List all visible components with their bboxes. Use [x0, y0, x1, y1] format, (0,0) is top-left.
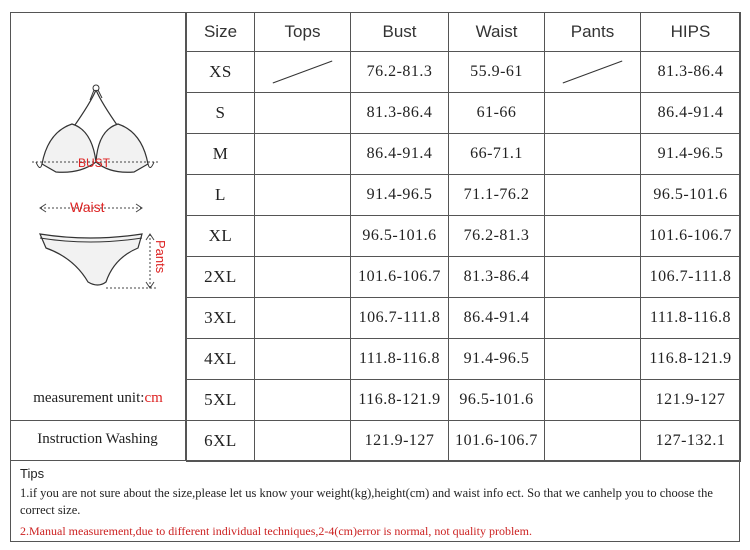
cell-bust: 91.4-96.5 [351, 175, 449, 216]
cell-pants [545, 298, 641, 339]
cell-bust: 116.8-121.9 [351, 380, 449, 421]
cell-size: 4XL [187, 339, 255, 380]
cell-waist: 91.4-96.5 [449, 339, 545, 380]
cell-hips: 96.5-101.6 [641, 175, 741, 216]
cell-waist: 81.3-86.4 [449, 257, 545, 298]
cell-waist: 55.9-61 [449, 52, 545, 93]
measurement-unit-value: cm [144, 390, 163, 406]
cell-size: 5XL [187, 380, 255, 421]
cell-size: XS [187, 52, 255, 93]
cell-hips: 111.8-116.8 [641, 298, 741, 339]
cell-pants [545, 339, 641, 380]
table-row [187, 421, 741, 462]
table-row [187, 257, 741, 298]
cell-bust: 101.6-106.7 [351, 257, 449, 298]
cell-tops [255, 257, 351, 298]
measurement-unit-label: measurement unit: [33, 390, 145, 406]
cell-waist: 86.4-91.4 [449, 298, 545, 339]
cell-hips: 81.3-86.4 [641, 52, 741, 93]
cell-bust: 96.5-101.6 [351, 216, 449, 257]
waist-label: Waist [70, 199, 105, 215]
instruction-washing: Instruction Washing [10, 420, 186, 460]
cell-pants [545, 134, 641, 175]
cell-tops [255, 380, 351, 421]
cell-waist: 76.2-81.3 [449, 216, 545, 257]
table-row [187, 298, 741, 339]
cell-waist: 66-71.1 [449, 134, 545, 175]
header-tops: Tops [255, 13, 351, 52]
cell-size: 6XL [187, 421, 255, 462]
cell-hips: 106.7-111.8 [641, 257, 741, 298]
cell-pants [545, 380, 641, 421]
cell-tops [255, 134, 351, 175]
tips-section [10, 460, 740, 542]
size-table [186, 12, 741, 462]
cell-hips: 121.9-127 [641, 380, 741, 421]
cell-tops [255, 216, 351, 257]
illustration-panel [10, 12, 186, 420]
header-pants: Pants [545, 13, 641, 52]
header-bust: Bust [351, 13, 449, 52]
cell-waist: 96.5-101.6 [449, 380, 545, 421]
cell-hips: 127-132.1 [641, 421, 741, 462]
not-applicable-slash [255, 53, 350, 91]
bust-label: BUST [78, 156, 111, 170]
table-row [187, 380, 741, 421]
table-header-row [187, 13, 741, 52]
cell-waist: 71.1-76.2 [449, 175, 545, 216]
cell-tops [255, 93, 351, 134]
cell-bust: 111.8-116.8 [351, 339, 449, 380]
cell-hips: 101.6-106.7 [641, 216, 741, 257]
header-waist: Waist [449, 13, 545, 52]
tips-line-1: 1.if you are not sure about the size,please let us know your weight(kg),height(cm) and waist info ect. So that we canhelp you to choose the correct size. [20, 486, 713, 517]
cell-bust: 81.3-86.4 [351, 93, 449, 134]
cell-pants [545, 216, 641, 257]
cell-tops [255, 339, 351, 380]
table-row [187, 216, 741, 257]
cell-hips: 86.4-91.4 [641, 93, 741, 134]
cell-bust: 121.9-127 [351, 421, 449, 462]
pants-label: Pants [153, 240, 168, 274]
cell-waist: 101.6-106.7 [449, 421, 545, 462]
cell-size: L [187, 175, 255, 216]
measurement-unit [10, 390, 186, 407]
cell-size: XL [187, 216, 255, 257]
not-applicable-slash [545, 53, 640, 91]
cell-bust: 106.7-111.8 [351, 298, 449, 339]
header-hips: HIPS [641, 13, 741, 52]
cell-bust: 76.2-81.3 [351, 52, 449, 93]
cell-bust: 86.4-91.4 [351, 134, 449, 175]
cell-hips: 116.8-121.9 [641, 339, 741, 380]
cell-tops [255, 421, 351, 462]
cell-tops [255, 175, 351, 216]
cell-tops [255, 52, 351, 93]
table-row [187, 339, 741, 380]
cell-tops [255, 298, 351, 339]
table-row [187, 134, 741, 175]
table-row [187, 93, 741, 134]
cell-size: 2XL [187, 257, 255, 298]
tips-title: Tips [20, 466, 45, 481]
cell-hips: 91.4-96.5 [641, 134, 741, 175]
tips-line-2: 2.Manual measurement,due to different individual techniques,2-4(cm)error is normal, not quality problem. [20, 524, 532, 538]
table-row [187, 52, 741, 93]
cell-pants [545, 52, 641, 93]
cell-pants [545, 421, 641, 462]
cell-pants [545, 175, 641, 216]
table-row [187, 175, 741, 216]
cell-pants [545, 257, 641, 298]
cell-size: M [187, 134, 255, 175]
cell-size: S [187, 93, 255, 134]
bikini-illustration [10, 12, 186, 392]
cell-size: 3XL [187, 298, 255, 339]
cell-pants [545, 93, 641, 134]
header-size: Size [187, 13, 255, 52]
cell-waist: 61-66 [449, 93, 545, 134]
